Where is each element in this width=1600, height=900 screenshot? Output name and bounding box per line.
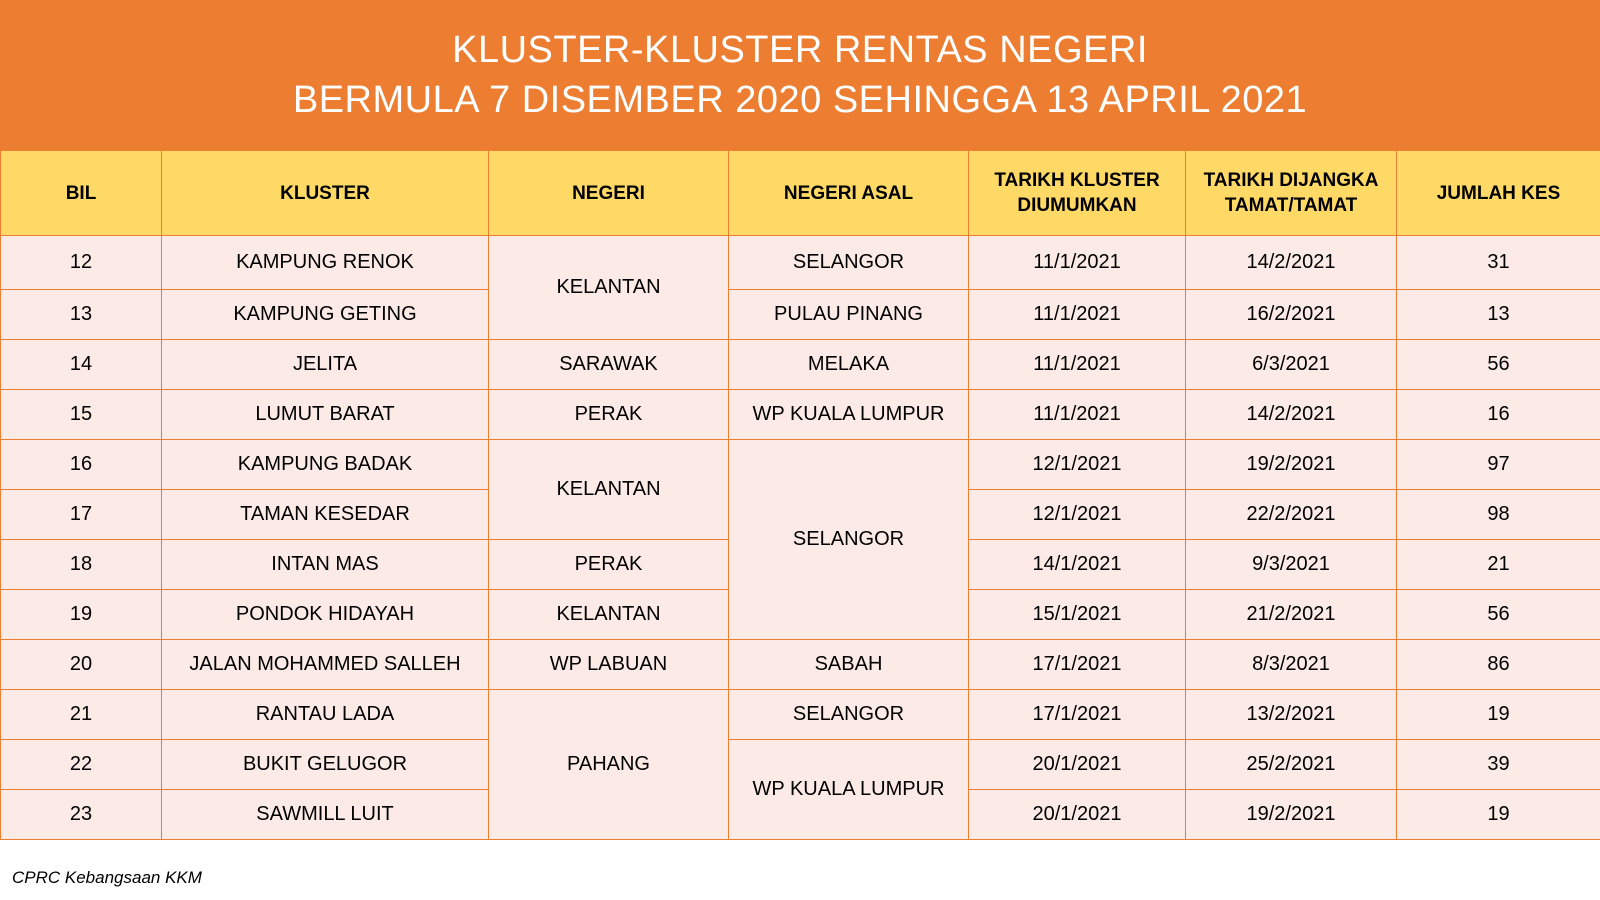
cell-diumumkan: 12/1/2021 bbox=[969, 440, 1186, 490]
cell-negeri-asal: SELANGOR bbox=[729, 236, 969, 290]
cell-negeri: KELANTAN bbox=[489, 236, 729, 340]
cell-bil: 20 bbox=[1, 640, 162, 690]
cell-bil: 19 bbox=[1, 590, 162, 640]
cell-tamat: 22/2/2021 bbox=[1186, 490, 1397, 540]
header-tarikh-diumumkan-line2: DIUMUMKAN bbox=[1017, 195, 1137, 216]
cell-jumlah: 39 bbox=[1397, 740, 1600, 790]
title-line-2: BERMULA 7 DISEMBER 2020 SEHINGGA 13 APRIL 2021 bbox=[292, 79, 1308, 121]
title-banner bbox=[0, 0, 1600, 150]
cell-tamat: 14/2/2021 bbox=[1186, 390, 1397, 440]
cell-jumlah: 98 bbox=[1397, 490, 1600, 540]
cell-negeri: PAHANG bbox=[489, 690, 729, 840]
table-row bbox=[1, 440, 1600, 490]
cell-negeri-asal: WP KUALA LUMPUR bbox=[729, 740, 969, 840]
cell-kluster: KAMPUNG GETING bbox=[162, 290, 489, 340]
cell-jumlah: 13 bbox=[1397, 290, 1600, 340]
cell-bil: 21 bbox=[1, 690, 162, 740]
cell-diumumkan: 20/1/2021 bbox=[969, 740, 1186, 790]
cell-bil: 14 bbox=[1, 340, 162, 390]
header-tarikh-tamat bbox=[1186, 151, 1397, 236]
cell-kluster: KAMPUNG BADAK bbox=[162, 440, 489, 490]
header-jumlah-kes: JUMLAH KES bbox=[1397, 151, 1600, 236]
cell-jumlah: 31 bbox=[1397, 236, 1600, 290]
cell-bil: 17 bbox=[1, 490, 162, 540]
cell-diumumkan: 11/1/2021 bbox=[969, 290, 1186, 340]
cell-negeri-asal: PULAU PINANG bbox=[729, 290, 969, 340]
header-tarikh-diumumkan-line1: TARIKH KLUSTER bbox=[994, 170, 1160, 191]
cell-negeri-asal: SELANGOR bbox=[729, 690, 969, 740]
cell-negeri: PERAK bbox=[489, 390, 729, 440]
cell-tamat: 6/3/2021 bbox=[1186, 340, 1397, 390]
cell-bil: 12 bbox=[1, 236, 162, 290]
cell-tamat: 25/2/2021 bbox=[1186, 740, 1397, 790]
header-negeri-asal: NEGERI ASAL bbox=[729, 151, 969, 236]
cell-negeri-asal: WP KUALA LUMPUR bbox=[729, 390, 969, 440]
cell-bil: 15 bbox=[1, 390, 162, 440]
cell-diumumkan: 11/1/2021 bbox=[969, 236, 1186, 290]
source-note: CPRC Kebangsaan KKM bbox=[12, 868, 202, 887]
cell-kluster: TAMAN KESEDAR bbox=[162, 490, 489, 540]
cell-jumlah: 16 bbox=[1397, 390, 1600, 440]
table-row bbox=[1, 340, 1600, 390]
cell-negeri-asal: SABAH bbox=[729, 640, 969, 690]
table-header-row bbox=[1, 151, 1600, 236]
cell-tamat: 14/2/2021 bbox=[1186, 236, 1397, 290]
table-row bbox=[1, 390, 1600, 440]
cell-jumlah: 86 bbox=[1397, 640, 1600, 690]
cell-negeri: KELANTAN bbox=[489, 440, 729, 540]
cell-kluster: JALAN MOHAMMED SALLEH bbox=[162, 640, 489, 690]
cluster-table bbox=[0, 150, 1600, 840]
cell-kluster: BUKIT GELUGOR bbox=[162, 740, 489, 790]
cell-diumumkan: 11/1/2021 bbox=[969, 390, 1186, 440]
cell-negeri: PERAK bbox=[489, 540, 729, 590]
cell-bil: 23 bbox=[1, 790, 162, 840]
cell-tamat: 9/3/2021 bbox=[1186, 540, 1397, 590]
cell-jumlah: 97 bbox=[1397, 440, 1600, 490]
cell-tamat: 21/2/2021 bbox=[1186, 590, 1397, 640]
cell-negeri: WP LABUAN bbox=[489, 640, 729, 690]
cell-bil: 18 bbox=[1, 540, 162, 590]
header-tarikh-tamat-line1: TARIKH DIJANGKA bbox=[1203, 170, 1379, 191]
cell-kluster: RANTAU LADA bbox=[162, 690, 489, 740]
cell-kluster: JELITA bbox=[162, 340, 489, 390]
cell-negeri-asal: MELAKA bbox=[729, 340, 969, 390]
cell-diumumkan: 17/1/2021 bbox=[969, 640, 1186, 690]
cell-diumumkan: 11/1/2021 bbox=[969, 340, 1186, 390]
table-row bbox=[1, 640, 1600, 690]
cell-diumumkan: 14/1/2021 bbox=[969, 540, 1186, 590]
header-bil: BIL bbox=[1, 151, 162, 236]
cell-bil: 16 bbox=[1, 440, 162, 490]
cell-jumlah: 56 bbox=[1397, 340, 1600, 390]
cell-kluster: INTAN MAS bbox=[162, 540, 489, 590]
cell-jumlah: 19 bbox=[1397, 690, 1600, 740]
cell-tamat: 16/2/2021 bbox=[1186, 290, 1397, 340]
header-kluster: KLUSTER bbox=[162, 151, 489, 236]
cell-bil: 13 bbox=[1, 290, 162, 340]
table-row bbox=[1, 290, 1600, 340]
cell-jumlah: 56 bbox=[1397, 590, 1600, 640]
table-row bbox=[1, 690, 1600, 740]
cell-kluster: LUMUT BARAT bbox=[162, 390, 489, 440]
cell-kluster: KAMPUNG RENOK bbox=[162, 236, 489, 290]
cell-diumumkan: 20/1/2021 bbox=[969, 790, 1186, 840]
cell-kluster: SAWMILL LUIT bbox=[162, 790, 489, 840]
cell-negeri-asal: SELANGOR bbox=[729, 440, 969, 640]
cell-jumlah: 21 bbox=[1397, 540, 1600, 590]
cell-jumlah: 19 bbox=[1397, 790, 1600, 840]
table-row bbox=[1, 236, 1600, 290]
cell-tamat: 19/2/2021 bbox=[1186, 440, 1397, 490]
cell-tamat: 13/2/2021 bbox=[1186, 690, 1397, 740]
table-row bbox=[1, 740, 1600, 790]
header-negeri: NEGERI bbox=[489, 151, 729, 236]
cell-tamat: 19/2/2021 bbox=[1186, 790, 1397, 840]
cell-bil: 22 bbox=[1, 740, 162, 790]
header-tarikh-diumumkan bbox=[969, 151, 1186, 236]
cell-diumumkan: 17/1/2021 bbox=[969, 690, 1186, 740]
cell-negeri: SARAWAK bbox=[489, 340, 729, 390]
title-line-1: KLUSTER-KLUSTER RENTAS NEGERI bbox=[452, 29, 1148, 71]
cell-diumumkan: 12/1/2021 bbox=[969, 490, 1186, 540]
cell-kluster: PONDOK HIDAYAH bbox=[162, 590, 489, 640]
header-tarikh-tamat-line2: TAMAT/TAMAT bbox=[1224, 195, 1358, 216]
cell-negeri: KELANTAN bbox=[489, 590, 729, 640]
cell-diumumkan: 15/1/2021 bbox=[969, 590, 1186, 640]
cell-tamat: 8/3/2021 bbox=[1186, 640, 1397, 690]
